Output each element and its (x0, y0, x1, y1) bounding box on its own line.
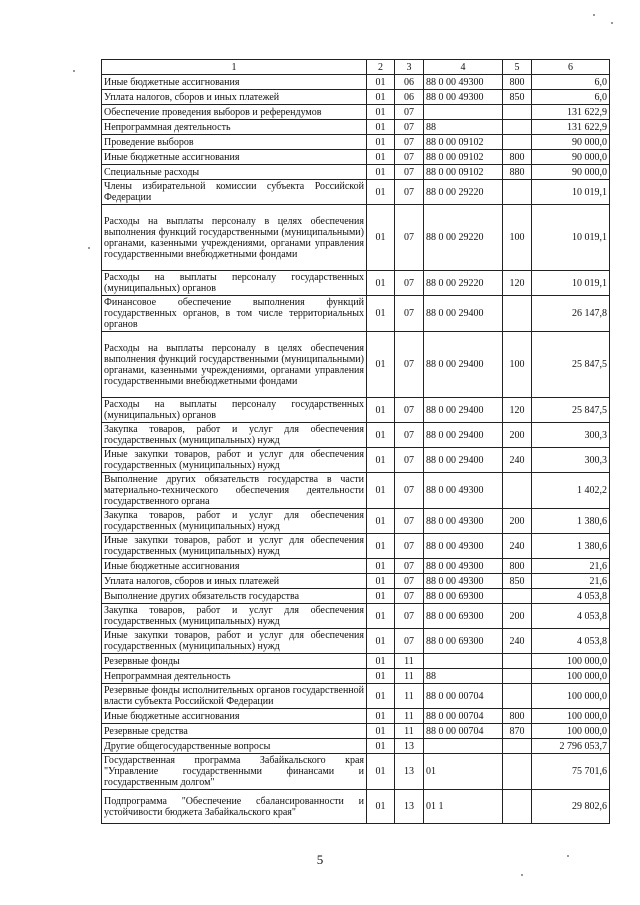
cell-section: 01 (367, 332, 395, 398)
cell-subsection: 11 (395, 709, 424, 724)
table-row (102, 669, 610, 684)
cell-section: 01 (367, 604, 395, 629)
cell-expense-type: 800 (503, 559, 532, 574)
table-row (102, 473, 610, 509)
cell-expense-type (503, 754, 532, 790)
table-row (102, 604, 610, 629)
cell-amount: 6,0 (532, 75, 610, 90)
cell-section: 01 (367, 296, 395, 332)
cell-name: Иные закупки товаров, работ и услуг для обеспечения государственных (муниципальных) нужд (102, 629, 367, 654)
table-row (102, 589, 610, 604)
cell-target-article (424, 105, 503, 120)
cell-expense-type (503, 105, 532, 120)
cell-amount: 10 019,1 (532, 180, 610, 205)
cell-subsection: 07 (395, 604, 424, 629)
table-row (102, 135, 610, 150)
cell-subsection: 07 (395, 120, 424, 135)
cell-amount: 2 796 053,7 (532, 739, 610, 754)
cell-target-article: 88 0 00 29400 (424, 448, 503, 473)
column-header-rz: 2 (367, 60, 395, 75)
cell-target-article: 88 0 00 09102 (424, 165, 503, 180)
table-row (102, 654, 610, 669)
cell-section: 01 (367, 559, 395, 574)
cell-target-article: 88 0 00 29400 (424, 423, 503, 448)
cell-amount: 25 847,5 (532, 332, 610, 398)
cell-subsection: 07 (395, 398, 424, 423)
cell-section: 01 (367, 271, 395, 296)
cell-subsection: 13 (395, 754, 424, 790)
cell-section: 01 (367, 754, 395, 790)
cell-target-article (424, 654, 503, 669)
cell-target-article: 88 0 00 49300 (424, 559, 503, 574)
cell-expense-type: 100 (503, 332, 532, 398)
cell-section: 01 (367, 423, 395, 448)
cell-expense-type: 240 (503, 534, 532, 559)
table-row (102, 332, 610, 398)
table-row (102, 509, 610, 534)
scan-speck (611, 22, 613, 24)
cell-amount: 100 000,0 (532, 684, 610, 709)
cell-amount: 1 402,2 (532, 473, 610, 509)
cell-expense-type: 120 (503, 398, 532, 423)
table-row (102, 150, 610, 165)
cell-expense-type: 240 (503, 629, 532, 654)
cell-subsection: 07 (395, 559, 424, 574)
cell-subsection: 07 (395, 589, 424, 604)
cell-target-article: 88 0 00 29400 (424, 296, 503, 332)
cell-target-article (424, 739, 503, 754)
page-number: 5 (316, 852, 324, 867)
cell-target-article: 88 0 00 49300 (424, 509, 503, 534)
cell-section: 01 (367, 448, 395, 473)
cell-amount: 100 000,0 (532, 724, 610, 739)
cell-section: 01 (367, 473, 395, 509)
cell-name: Иные бюджетные ассигнования (102, 709, 367, 724)
cell-name: Финансовое обеспечение выполнения функций государственных органов, в том числе территориальных органов (102, 296, 367, 332)
cell-expense-type (503, 135, 532, 150)
cell-name: Государственная программа Забайкальского края "Управление государственными финансами и государственным долгом" (102, 754, 367, 790)
cell-subsection: 11 (395, 654, 424, 669)
cell-target-article: 88 0 00 00704 (424, 709, 503, 724)
table-header-row (102, 60, 610, 75)
cell-section: 01 (367, 135, 395, 150)
cell-expense-type: 200 (503, 509, 532, 534)
cell-expense-type: 800 (503, 75, 532, 90)
cell-section: 01 (367, 684, 395, 709)
cell-amount: 300,3 (532, 423, 610, 448)
cell-expense-type (503, 790, 532, 824)
cell-target-article: 88 0 00 49300 (424, 90, 503, 105)
cell-name: Расходы на выплаты персоналу государственных (муниципальных) органов (102, 398, 367, 423)
cell-amount: 6,0 (532, 90, 610, 105)
cell-target-article: 88 0 00 29220 (424, 180, 503, 205)
cell-name: Подпрограмма "Обеспечение сбалансированности и устойчивости бюджета Забайкальского края" (102, 790, 367, 824)
table-row (102, 739, 610, 754)
cell-section: 01 (367, 629, 395, 654)
cell-section: 01 (367, 709, 395, 724)
cell-expense-type: 200 (503, 423, 532, 448)
cell-subsection: 11 (395, 684, 424, 709)
cell-expense-type (503, 296, 532, 332)
table-row (102, 296, 610, 332)
cell-expense-type: 800 (503, 150, 532, 165)
cell-name: Уплата налогов, сборов и иных платежей (102, 574, 367, 589)
cell-section: 01 (367, 724, 395, 739)
cell-expense-type: 100 (503, 205, 532, 271)
table-row (102, 165, 610, 180)
cell-target-article: 88 0 00 09102 (424, 150, 503, 165)
cell-target-article: 88 0 00 29400 (424, 332, 503, 398)
cell-name: Закупка товаров, работ и услуг для обеспечения государственных (муниципальных) нужд (102, 604, 367, 629)
cell-amount: 29 802,6 (532, 790, 610, 824)
cell-name: Иные закупки товаров, работ и услуг для обеспечения государственных (муниципальных) нужд (102, 448, 367, 473)
cell-expense-type (503, 669, 532, 684)
cell-subsection: 07 (395, 150, 424, 165)
cell-amount: 75 701,6 (532, 754, 610, 790)
cell-expense-type (503, 684, 532, 709)
cell-section: 01 (367, 105, 395, 120)
cell-name: Резервные фонды (102, 654, 367, 669)
cell-amount: 4 053,8 (532, 629, 610, 654)
cell-section: 01 (367, 669, 395, 684)
cell-section: 01 (367, 574, 395, 589)
cell-target-article: 88 0 00 69300 (424, 629, 503, 654)
table-row (102, 684, 610, 709)
cell-subsection: 06 (395, 75, 424, 90)
table-row (102, 629, 610, 654)
cell-name: Иные закупки товаров, работ и услуг для обеспечения государственных (муниципальных) нужд (102, 534, 367, 559)
cell-amount: 4 053,8 (532, 589, 610, 604)
column-header-csr: 4 (424, 60, 503, 75)
table-row (102, 90, 610, 105)
cell-target-article: 88 0 00 00704 (424, 724, 503, 739)
cell-name: Резервные фонды исполнительных органов государственной власти субъекта Российской Федерации (102, 684, 367, 709)
cell-amount: 131 622,9 (532, 120, 610, 135)
cell-name: Непрограммная деятельность (102, 669, 367, 684)
cell-target-article: 88 0 00 00704 (424, 684, 503, 709)
cell-name: Закупка товаров, работ и услуг для обеспечения государственных (муниципальных) нужд (102, 423, 367, 448)
table-row (102, 559, 610, 574)
cell-expense-type: 800 (503, 709, 532, 724)
scan-speck (88, 247, 90, 249)
cell-target-article: 88 0 00 29220 (424, 271, 503, 296)
cell-amount: 10 019,1 (532, 271, 610, 296)
cell-subsection: 07 (395, 105, 424, 120)
cell-expense-type (503, 180, 532, 205)
table-row (102, 205, 610, 271)
cell-section: 01 (367, 739, 395, 754)
cell-section: 01 (367, 654, 395, 669)
cell-section: 01 (367, 75, 395, 90)
cell-subsection: 07 (395, 448, 424, 473)
cell-subsection: 07 (395, 180, 424, 205)
cell-expense-type: 850 (503, 90, 532, 105)
cell-name: Уплата налогов, сборов и иных платежей (102, 90, 367, 105)
cell-subsection: 11 (395, 669, 424, 684)
scan-speck (593, 14, 595, 16)
cell-amount: 100 000,0 (532, 654, 610, 669)
cell-expense-type (503, 473, 532, 509)
cell-section: 01 (367, 180, 395, 205)
cell-name: Иные бюджетные ассигнования (102, 150, 367, 165)
cell-subsection: 07 (395, 135, 424, 150)
column-header-vr: 5 (503, 60, 532, 75)
cell-subsection: 07 (395, 629, 424, 654)
cell-target-article: 88 0 00 29220 (424, 205, 503, 271)
cell-amount: 21,6 (532, 559, 610, 574)
table-row (102, 534, 610, 559)
column-header-amount: 6 (532, 60, 610, 75)
cell-amount: 1 380,6 (532, 534, 610, 559)
cell-target-article: 88 0 00 69300 (424, 589, 503, 604)
table-row (102, 790, 610, 824)
column-header-pr: 3 (395, 60, 424, 75)
scan-speck (73, 70, 75, 72)
table-row (102, 105, 610, 120)
cell-target-article: 88 0 00 49300 (424, 75, 503, 90)
column-header-name: 1 (102, 60, 367, 75)
cell-section: 01 (367, 398, 395, 423)
table-row (102, 709, 610, 724)
cell-target-article: 01 (424, 754, 503, 790)
cell-subsection: 06 (395, 90, 424, 105)
cell-section: 01 (367, 534, 395, 559)
cell-subsection: 07 (395, 574, 424, 589)
cell-subsection: 07 (395, 205, 424, 271)
cell-target-article: 88 0 00 69300 (424, 604, 503, 629)
cell-section: 01 (367, 90, 395, 105)
table-row (102, 271, 610, 296)
cell-subsection: 11 (395, 724, 424, 739)
cell-expense-type: 120 (503, 271, 532, 296)
cell-amount: 90 000,0 (532, 165, 610, 180)
cell-amount: 26 147,8 (532, 296, 610, 332)
cell-amount: 100 000,0 (532, 709, 610, 724)
table-row (102, 423, 610, 448)
cell-section: 01 (367, 509, 395, 534)
cell-name: Обеспечение проведения выборов и референдумов (102, 105, 367, 120)
cell-name: Расходы на выплаты персоналу в целях обеспечения выполнения функций государственными (муниципальными) органами, казенными учреждениями, органами управления государственными внебюджетными фондами (102, 205, 367, 271)
cell-name: Специальные расходы (102, 165, 367, 180)
cell-name: Закупка товаров, работ и услуг для обеспечения государственных (муниципальных) нужд (102, 509, 367, 534)
table-row (102, 180, 610, 205)
cell-amount: 300,3 (532, 448, 610, 473)
cell-expense-type (503, 654, 532, 669)
table-row (102, 120, 610, 135)
cell-subsection: 07 (395, 165, 424, 180)
table-row (102, 448, 610, 473)
table-row (102, 574, 610, 589)
cell-name: Иные бюджетные ассигнования (102, 559, 367, 574)
cell-name: Другие общегосударственные вопросы (102, 739, 367, 754)
cell-subsection: 07 (395, 271, 424, 296)
cell-target-article: 88 0 00 49300 (424, 473, 503, 509)
cell-amount: 1 380,6 (532, 509, 610, 534)
cell-subsection: 13 (395, 790, 424, 824)
cell-expense-type: 850 (503, 574, 532, 589)
cell-expense-type: 880 (503, 165, 532, 180)
table-row (102, 724, 610, 739)
budget-table (101, 59, 610, 824)
cell-name: Расходы на выплаты персоналу в целях обеспечения выполнения функций государственными (муниципальными) органами, казенными учреждениями, органами управления государственными внебюджетными фондами (102, 332, 367, 398)
cell-section: 01 (367, 589, 395, 604)
cell-subsection: 07 (395, 423, 424, 448)
cell-section: 01 (367, 150, 395, 165)
cell-target-article: 88 0 00 49300 (424, 574, 503, 589)
cell-target-article: 88 0 00 09102 (424, 135, 503, 150)
cell-name: Непрограммная деятельность (102, 120, 367, 135)
cell-expense-type (503, 739, 532, 754)
cell-target-article: 88 0 00 29400 (424, 398, 503, 423)
cell-target-article: 01 1 (424, 790, 503, 824)
cell-name: Выполнение других обязательств государства в части материально-технического обеспечения деятельности государственного органа (102, 473, 367, 509)
cell-expense-type (503, 589, 532, 604)
cell-amount: 25 847,5 (532, 398, 610, 423)
cell-subsection: 07 (395, 473, 424, 509)
cell-amount: 100 000,0 (532, 669, 610, 684)
cell-amount: 10 019,1 (532, 205, 610, 271)
cell-amount: 21,6 (532, 574, 610, 589)
cell-name: Резервные средства (102, 724, 367, 739)
cell-section: 01 (367, 120, 395, 135)
table-row (102, 398, 610, 423)
cell-subsection: 07 (395, 509, 424, 534)
cell-expense-type: 200 (503, 604, 532, 629)
scan-speck (521, 874, 523, 876)
cell-expense-type: 240 (503, 448, 532, 473)
cell-expense-type: 870 (503, 724, 532, 739)
scan-speck (567, 855, 569, 857)
cell-name: Проведение выборов (102, 135, 367, 150)
cell-name: Члены избирательной комиссии субъекта Российской Федерации (102, 180, 367, 205)
cell-subsection: 07 (395, 296, 424, 332)
cell-subsection: 07 (395, 534, 424, 559)
table-row (102, 754, 610, 790)
table-row (102, 75, 610, 90)
cell-amount: 90 000,0 (532, 135, 610, 150)
cell-name: Иные бюджетные ассигнования (102, 75, 367, 90)
cell-section: 01 (367, 205, 395, 271)
cell-expense-type (503, 120, 532, 135)
cell-amount: 4 053,8 (532, 604, 610, 629)
cell-target-article: 88 0 00 49300 (424, 534, 503, 559)
cell-subsection: 07 (395, 332, 424, 398)
cell-target-article: 88 (424, 120, 503, 135)
cell-name: Расходы на выплаты персоналу государственных (муниципальных) органов (102, 271, 367, 296)
cell-target-article: 88 (424, 669, 503, 684)
cell-amount: 90 000,0 (532, 150, 610, 165)
cell-section: 01 (367, 165, 395, 180)
cell-name: Выполнение других обязательств государства (102, 589, 367, 604)
cell-section: 01 (367, 790, 395, 824)
cell-amount: 131 622,9 (532, 105, 610, 120)
cell-subsection: 13 (395, 739, 424, 754)
